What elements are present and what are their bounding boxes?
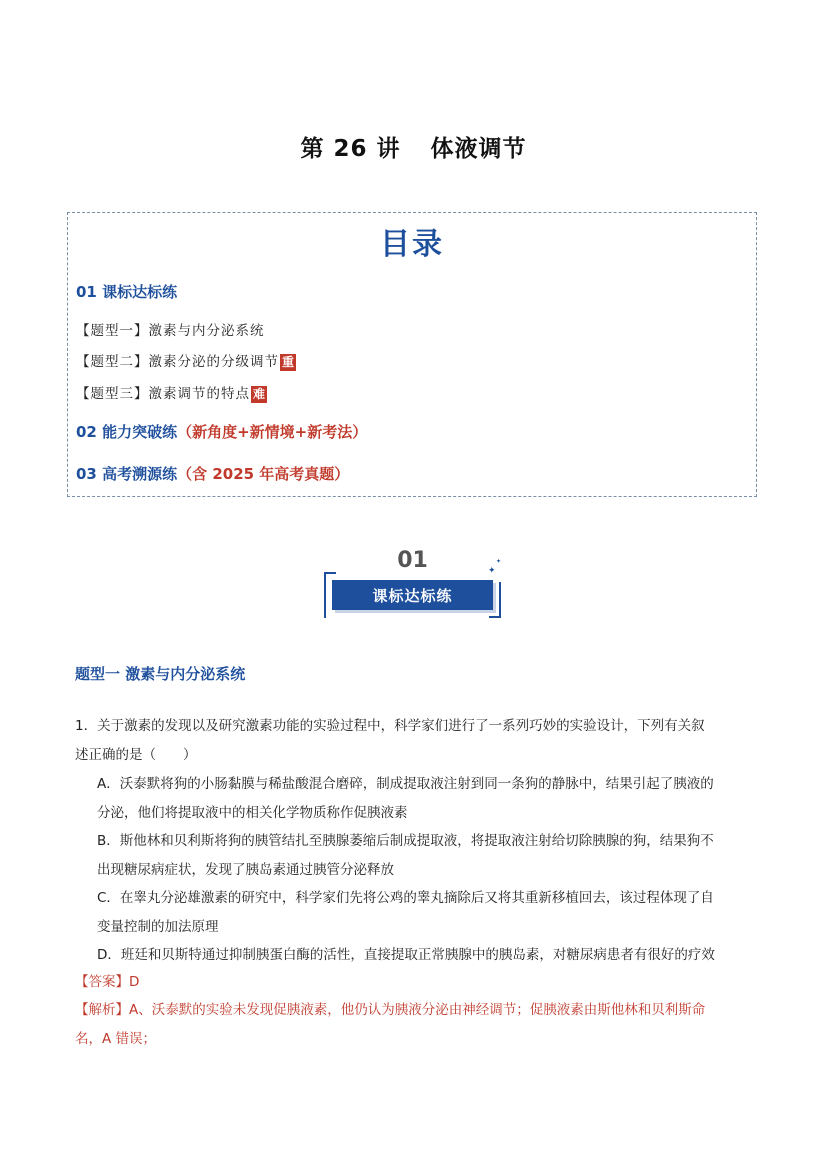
toc-section-3[interactable]: 03 高考溯源练（含 2025 年高考真题） — [76, 465, 350, 483]
sparkle-icon: ✦ — [496, 558, 502, 565]
question-stem: 1．关于激素的发现以及研究激素功能的实验过程中，科学家们进行了一系列巧妙的实验设计，下列有关叙 述正确的是（ ） — [75, 718, 705, 763]
analysis-label: 【解析】 — [75, 1002, 129, 1018]
toc-item-type-2[interactable]: 【题型二】激素分泌的分级调节 重 — [76, 354, 295, 370]
lecture-number: 第 26 讲 — [300, 136, 401, 162]
option-d: D．班廷和贝斯特通过抑制胰蛋白酶的活性，直接提取正常胰腺中的胰岛素，对糖尿病患者有很好的疗效 — [97, 947, 715, 963]
badge-number: 01 — [397, 548, 428, 573]
analysis — [75, 996, 755, 1054]
toc-item-type-3[interactable]: 【题型三】激素调节的特点 难 — [76, 386, 266, 402]
toc-heading: 目录 — [380, 227, 444, 262]
option-c: C．在睾丸分泌雄激素的研究中，科学家们先将公鸡的睾丸摘除后又将其重新移植回去，该过程体现了自 变量控制的加法原理 — [97, 890, 714, 935]
analysis-text-1: A、沃泰默的实验未发现促胰液素，他仍认为胰液分泌由神经调节；促胰液素由斯他林和贝利斯命 — [129, 1002, 706, 1018]
option-a: A．沃泰默将狗的小肠黏膜与稀盐酸混合磨碎，制成提取液注射到同一条狗的静脉中，结果引起了胰液的 分泌，他们将提取液中的相关化学物质称作促胰液素 — [97, 776, 714, 821]
analysis-text-2: 名，A 错误； — [75, 1031, 157, 1047]
toc-section-1[interactable]: 01 课标达标练 — [76, 283, 178, 301]
answer-value: D — [129, 974, 140, 990]
answer-label: 【答案】 — [75, 974, 129, 990]
section-badge — [320, 548, 505, 620]
option-b: B．斯他林和贝利斯将狗的胰管结扎至胰腺萎缩后制成提取液，将提取液注射给切除胰腺的狗，结果狗不 出现糖尿病症状，发现了胰岛素通过胰管分泌释放 — [97, 833, 714, 878]
lecture-topic: 体液调节 — [430, 136, 527, 162]
answer — [75, 968, 755, 997]
toc-item-type-1[interactable]: 【题型一】激素与内分泌系统 — [76, 323, 265, 339]
page-title — [0, 130, 827, 163]
difficult-badge: 难 — [253, 387, 266, 401]
toc-section-2[interactable]: 02 能力突破练（新角度+新情境+新考法） — [76, 423, 368, 441]
table-of-contents — [67, 212, 757, 497]
sparkle-icon: ✦ — [488, 566, 496, 576]
section-title: 题型一 激素与内分泌系统 — [75, 665, 246, 683]
badge-label: 课标达标练 — [332, 580, 493, 610]
key-point-badge: 重 — [282, 355, 295, 369]
